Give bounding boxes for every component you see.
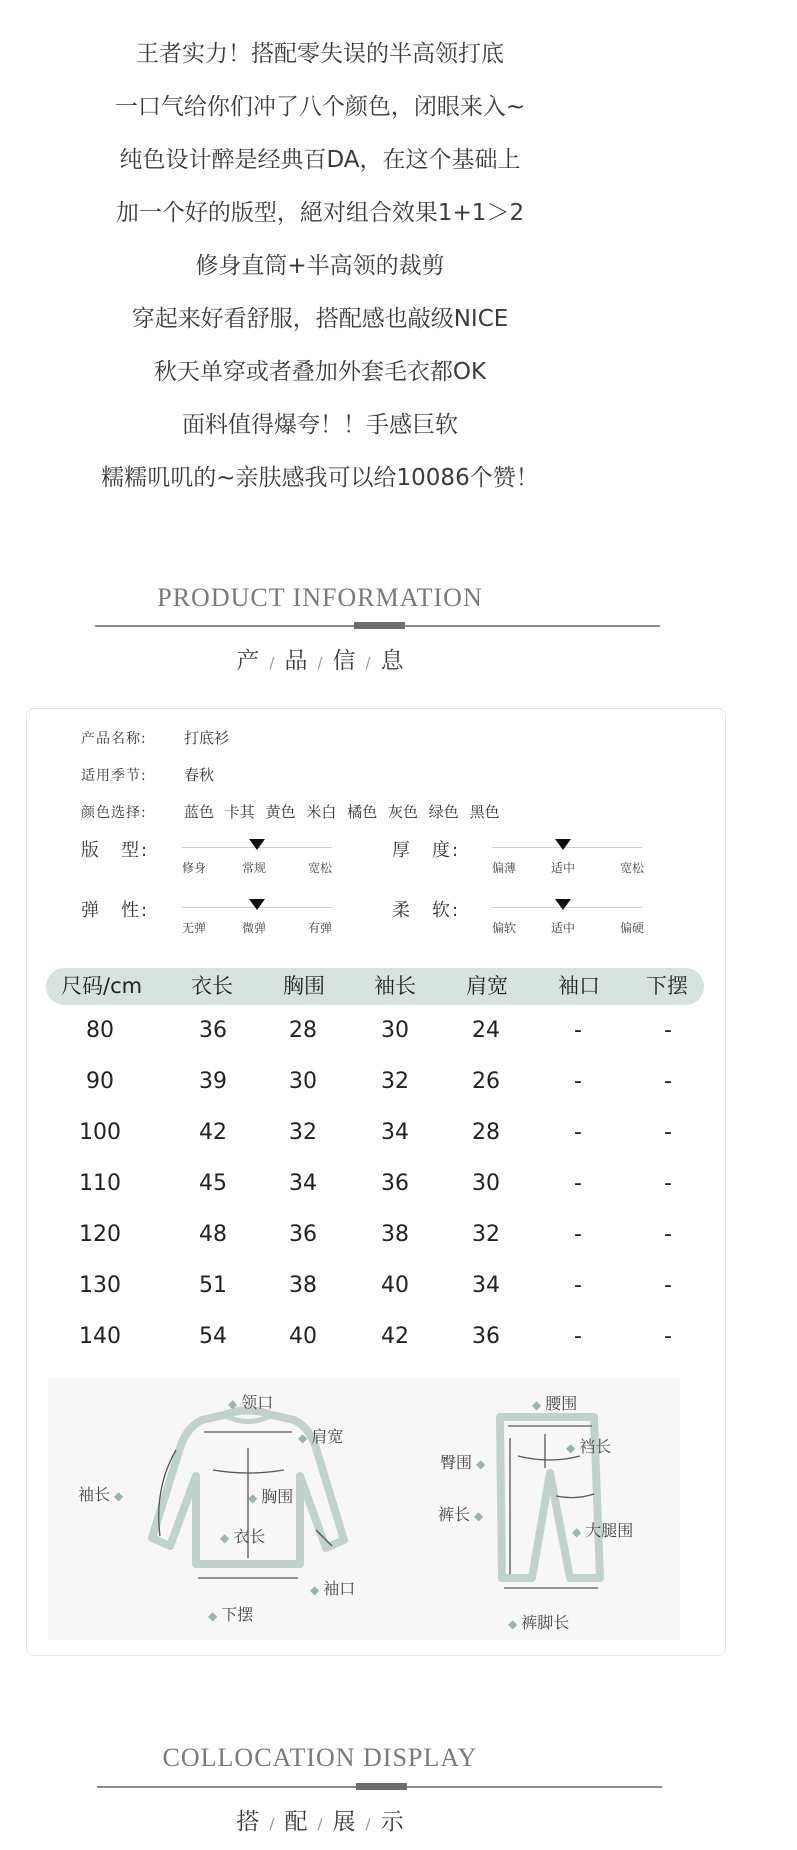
table-cell: 38: [381, 1222, 409, 1247]
collocation-subtitle: 搭 / 配 / 展 / 示: [236, 1809, 404, 1835]
intro-line: 王者实力！搭配零失误的半高领打底: [136, 41, 504, 67]
season-value: 春秋: [184, 766, 215, 784]
hem-column-header: 下摆: [646, 974, 688, 998]
subtitle-char: 息: [380, 648, 404, 674]
intro-line: 面料值得爆夸！！手感巨软: [182, 412, 458, 438]
table-cell: 38: [289, 1273, 317, 1298]
intro-line: 加一个好的版型，絕对组合效果1+1＞2: [115, 200, 525, 226]
intro-line: 一口气给你们冲了八个颜色，闭眼来入~: [114, 94, 526, 120]
scale-option: 微弹: [242, 921, 267, 935]
table-cell: -: [574, 1069, 582, 1094]
color-option: 橘色: [347, 803, 378, 821]
table-cell: 39: [199, 1069, 227, 1094]
table-cell: 28: [289, 1018, 317, 1043]
shoulder-label: ◆ 肩宽: [298, 1427, 344, 1446]
season-label: 适用季节:: [81, 768, 147, 784]
scale-option: 无弹: [182, 921, 207, 935]
scale-option: 常规: [242, 861, 267, 875]
scale-option: 适中: [551, 921, 576, 935]
cuff-column-header: 袖口: [558, 974, 600, 998]
color-option: 米白: [306, 803, 337, 821]
crotch-label: ◆ 裆长: [566, 1437, 612, 1456]
measurement-diagram: [48, 1378, 680, 1640]
leg-opening-label: ◆ 裤脚长: [508, 1613, 570, 1632]
table-cell: 45: [199, 1171, 227, 1196]
elasticity-label: 弹 性:: [81, 900, 150, 921]
scale-option: 有弹: [308, 921, 333, 935]
table-cell: 24: [472, 1018, 500, 1043]
section-divider-mark: [356, 1783, 407, 1790]
table-cell: 90: [86, 1069, 114, 1094]
intro-line: 穿起来好看舒服，搭配感也敲级NICE: [131, 306, 509, 332]
table-cell: 36: [472, 1324, 500, 1349]
scale-option: 偏硬: [620, 921, 645, 935]
table-cell: 40: [381, 1273, 409, 1298]
thickness-label: 厚 度:: [392, 840, 461, 861]
table-cell: -: [574, 1324, 582, 1349]
table-cell: 130: [79, 1273, 121, 1298]
subtitle-char: 示: [380, 1809, 404, 1835]
color-option: 卡其: [224, 803, 255, 821]
collar-label: ◆ 领口: [228, 1393, 274, 1412]
table-cell: 26: [472, 1069, 500, 1094]
scale-indicator: [249, 839, 265, 850]
size-column-header: 尺码/cm: [61, 974, 143, 998]
table-cell: 120: [79, 1222, 121, 1247]
table-cell: 110: [79, 1171, 121, 1196]
collar-outline: [224, 1415, 272, 1422]
product-info-subtitle: 产 / 品 / 信 / 息: [236, 648, 404, 674]
subtitle-char: 信: [332, 648, 356, 674]
table-cell: 36: [199, 1018, 227, 1043]
table-cell: 51: [199, 1273, 227, 1298]
color-label: 颜色选择:: [81, 805, 147, 821]
table-cell: 28: [472, 1120, 500, 1145]
softness-scale: [492, 897, 645, 937]
scale-option: 修身: [182, 861, 207, 875]
table-cell: 34: [472, 1273, 500, 1298]
table-cell: -: [664, 1324, 672, 1349]
table-cell: -: [664, 1120, 672, 1145]
scale-indicator: [249, 899, 265, 910]
table-cell: -: [574, 1018, 582, 1043]
chest-label: ◆ 胸围: [248, 1487, 294, 1506]
product-info-title: PRODUCT INFORMATION: [157, 583, 483, 612]
intro-line: 秋天单穿或者叠加外套毛衣都OK: [153, 359, 487, 385]
hip-label: 臀围 ◆: [440, 1453, 486, 1472]
table-cell: 32: [381, 1069, 409, 1094]
hem-label: ◆ 下摆: [208, 1605, 254, 1624]
intro-line: 纯色设计醉是经典百DA，在这个基础上: [119, 147, 521, 173]
table-cell: -: [664, 1018, 672, 1043]
table-cell: 48: [199, 1222, 227, 1247]
scale-indicator: [555, 839, 571, 850]
fit-label: 版 型:: [81, 840, 150, 861]
subtitle-char: 搭: [236, 1809, 260, 1835]
color-option: 黄色: [265, 803, 296, 821]
collocation-title: COLLOCATION DISPLAY: [162, 1743, 478, 1772]
product-name-label: 产品名称:: [81, 731, 147, 747]
garment-illustration: [48, 1378, 680, 1640]
intro-line: 修身直筒+半高领的裁剪: [195, 253, 445, 279]
intro-line: 糯糯叽叽的~亲肤感我可以给10086个赞！: [101, 465, 539, 491]
table-cell: 30: [381, 1018, 409, 1043]
length-column-header: 衣长: [191, 974, 233, 998]
table-cell: 40: [289, 1324, 317, 1349]
sleeve-column-header: 袖长: [374, 974, 416, 998]
cuff-label: ◆ 袖口: [310, 1579, 356, 1598]
thigh-label: ◆ 大腿围: [572, 1521, 634, 1540]
table-cell: 36: [381, 1171, 409, 1196]
scale-option: 适中: [551, 861, 576, 875]
table-cell: 42: [381, 1324, 409, 1349]
subtitle-char: 产: [236, 648, 260, 674]
color-option: 蓝色: [184, 803, 215, 821]
table-cell: 36: [289, 1222, 317, 1247]
table-cell: 100: [79, 1120, 121, 1145]
color-option: 绿色: [428, 803, 459, 821]
subtitle-char: 配: [284, 1809, 308, 1835]
table-cell: -: [574, 1120, 582, 1145]
scale-indicator: [555, 899, 571, 910]
scale-option: 偏薄: [492, 861, 517, 875]
sleeve-length-label: 袖长 ◆: [78, 1485, 124, 1504]
table-cell: -: [664, 1222, 672, 1247]
table-cell: 32: [289, 1120, 317, 1145]
table-cell: 30: [472, 1171, 500, 1196]
length-label: ◆ 衣长: [220, 1527, 266, 1546]
scale-option: 宽松: [308, 861, 333, 875]
subtitle-char: 展: [332, 1809, 356, 1835]
color-option: 灰色: [387, 803, 418, 821]
table-cell: 42: [199, 1120, 227, 1145]
table-cell: 140: [79, 1324, 121, 1349]
table-cell: -: [664, 1273, 672, 1298]
section-divider-mark: [354, 622, 405, 629]
table-cell: 80: [86, 1018, 114, 1043]
table-cell: 30: [289, 1069, 317, 1094]
table-cell: -: [664, 1069, 672, 1094]
table-cell: -: [574, 1273, 582, 1298]
shoulder-column-header: 肩宽: [466, 974, 508, 998]
chest-column-header: 胸围: [283, 974, 325, 998]
product-name-value: 打底衫: [184, 729, 230, 747]
color-option: 黑色: [469, 803, 500, 821]
scale-option: 偏软: [492, 921, 517, 935]
waist-label: ◆ 腰围: [532, 1394, 578, 1413]
thickness-scale: [492, 837, 645, 877]
scale-option: 宽松: [620, 861, 645, 875]
fit-scale: [182, 837, 332, 877]
table-cell: 54: [199, 1324, 227, 1349]
table-cell: 32: [472, 1222, 500, 1247]
softness-label: 柔 软:: [392, 900, 461, 921]
table-cell: -: [664, 1171, 672, 1196]
table-cell: -: [574, 1222, 582, 1247]
table-cell: 34: [289, 1171, 317, 1196]
table-cell: -: [574, 1171, 582, 1196]
table-cell: 34: [381, 1120, 409, 1145]
subtitle-char: 品: [284, 648, 308, 674]
color-list: [184, 801, 506, 822]
intro-text: [0, 28, 640, 505]
elasticity-scale: [182, 897, 332, 937]
pant-length-label: 裤长 ◆: [438, 1505, 484, 1524]
